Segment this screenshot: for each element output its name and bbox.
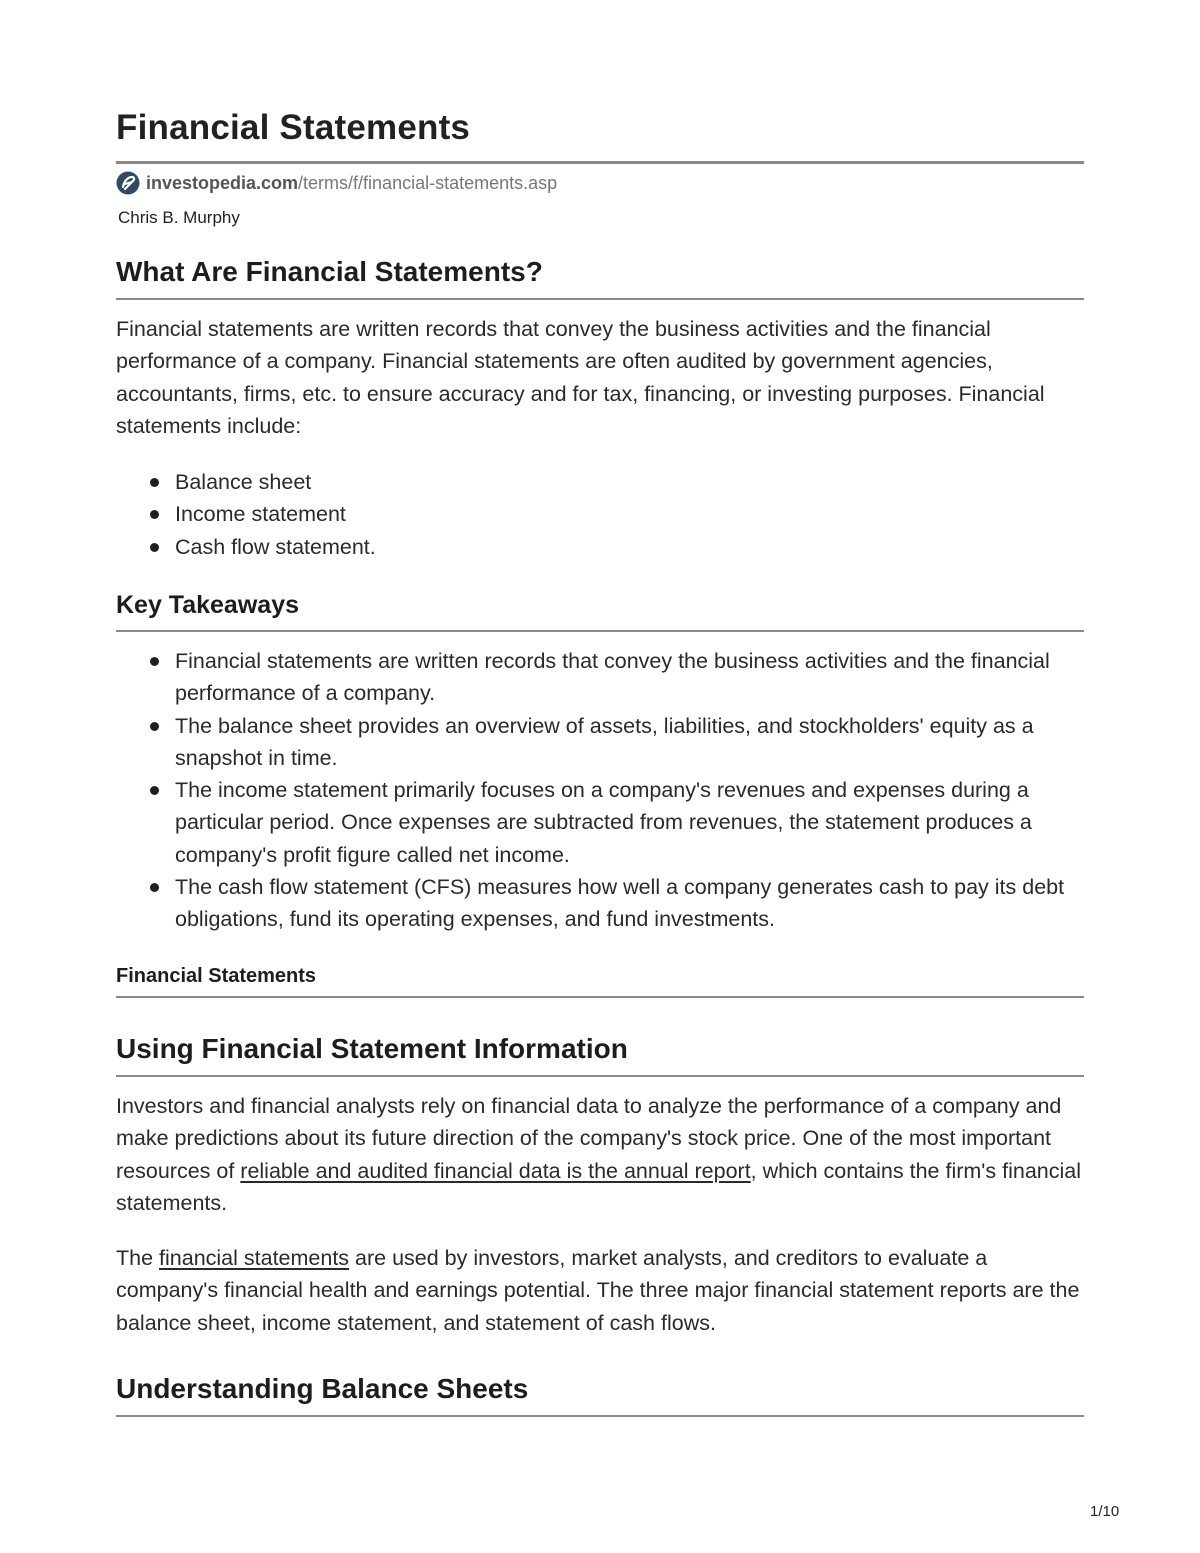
list-item: Financial statements are written records that convey the business activities and the financial performance of a company.	[116, 645, 1084, 710]
section-divider	[116, 298, 1084, 300]
section-divider	[116, 996, 1084, 998]
financial-statements-link[interactable]: financial statements	[159, 1246, 350, 1270]
heading-key-takeaways: Key Takeaways	[116, 591, 299, 619]
section-divider	[116, 1415, 1084, 1417]
heading-financial-statements-figure: Financial Statements	[116, 965, 317, 987]
bullet-icon	[150, 883, 159, 892]
key-takeaways-list	[116, 645, 1084, 936]
source-domain: investopedia.com	[146, 172, 299, 193]
list-item: The income statement primarily focuses on a company's revenues and expenses during a particular period. Once expenses are subtracted from revenues, the statement produces a company's profit figure called net income.	[116, 774, 1084, 871]
heading-what-are-financial-statements: What Are Financial Statements?	[116, 256, 543, 287]
annual-report-link[interactable]: reliable and audited financial data is the annual report	[240, 1158, 751, 1183]
list-item: The cash flow statement (CFS) measures how well a company generates cash to pay its debt obligations, fund its operating expenses, and fund investments.	[116, 871, 1084, 936]
using-paragraph-1: Investors and financial analysts rely on financial data to analyze the performance of a company and make predictions about its future direction of the company's stock price. One of the most important resources of reliable and audited financial data is the annual report, which contains the firm's financial statements.	[116, 1094, 1082, 1215]
bullet-icon	[150, 722, 159, 731]
bullet-icon	[150, 510, 159, 519]
list-item: Cash flow statement.	[116, 531, 1084, 563]
list-item: The balance sheet provides an overview of assets, liabilities, and stockholders' equity as a snapshot in time.	[116, 710, 1084, 775]
statement-types-list	[116, 466, 1084, 563]
heading-understanding-balance-sheets: Understanding Balance Sheets	[116, 1373, 529, 1404]
list-item: Balance sheet	[116, 466, 1084, 498]
bullet-icon	[150, 478, 159, 487]
page-number: 1/10	[1090, 1503, 1120, 1520]
page-title: Financial Statements	[116, 108, 471, 147]
source-path: /terms/f/financial-statements.asp	[298, 172, 558, 193]
using-paragraph-2: The financial statements are used by investors, market analysts, and creditors to evaluate a company's financial health and earnings potential. The three major financial statement reports are the balance sheet, income statement, and statement of cash flows.	[116, 1246, 1080, 1335]
heading-using-financial-statement-information: Using Financial Statement Information	[116, 1033, 628, 1064]
section-divider	[116, 630, 1084, 632]
investopedia-logo-icon	[116, 171, 140, 195]
title-divider	[116, 161, 1084, 164]
list-item: Income statement	[116, 498, 1084, 530]
bullet-icon	[150, 657, 159, 666]
intro-paragraph: Financial statements are written records that convey the business activities and the financial performance of a company. Financial statements are often audited by government agencies, accountants, firms, etc. to ensure accuracy and for tax, financing, or investing purposes. Financial statements include:	[116, 317, 1045, 438]
source-link[interactable]	[116, 170, 557, 196]
section-divider	[116, 1075, 1084, 1077]
bullet-icon	[150, 543, 159, 552]
bullet-icon	[150, 786, 159, 795]
author-name: Chris B. Murphy	[118, 208, 240, 227]
